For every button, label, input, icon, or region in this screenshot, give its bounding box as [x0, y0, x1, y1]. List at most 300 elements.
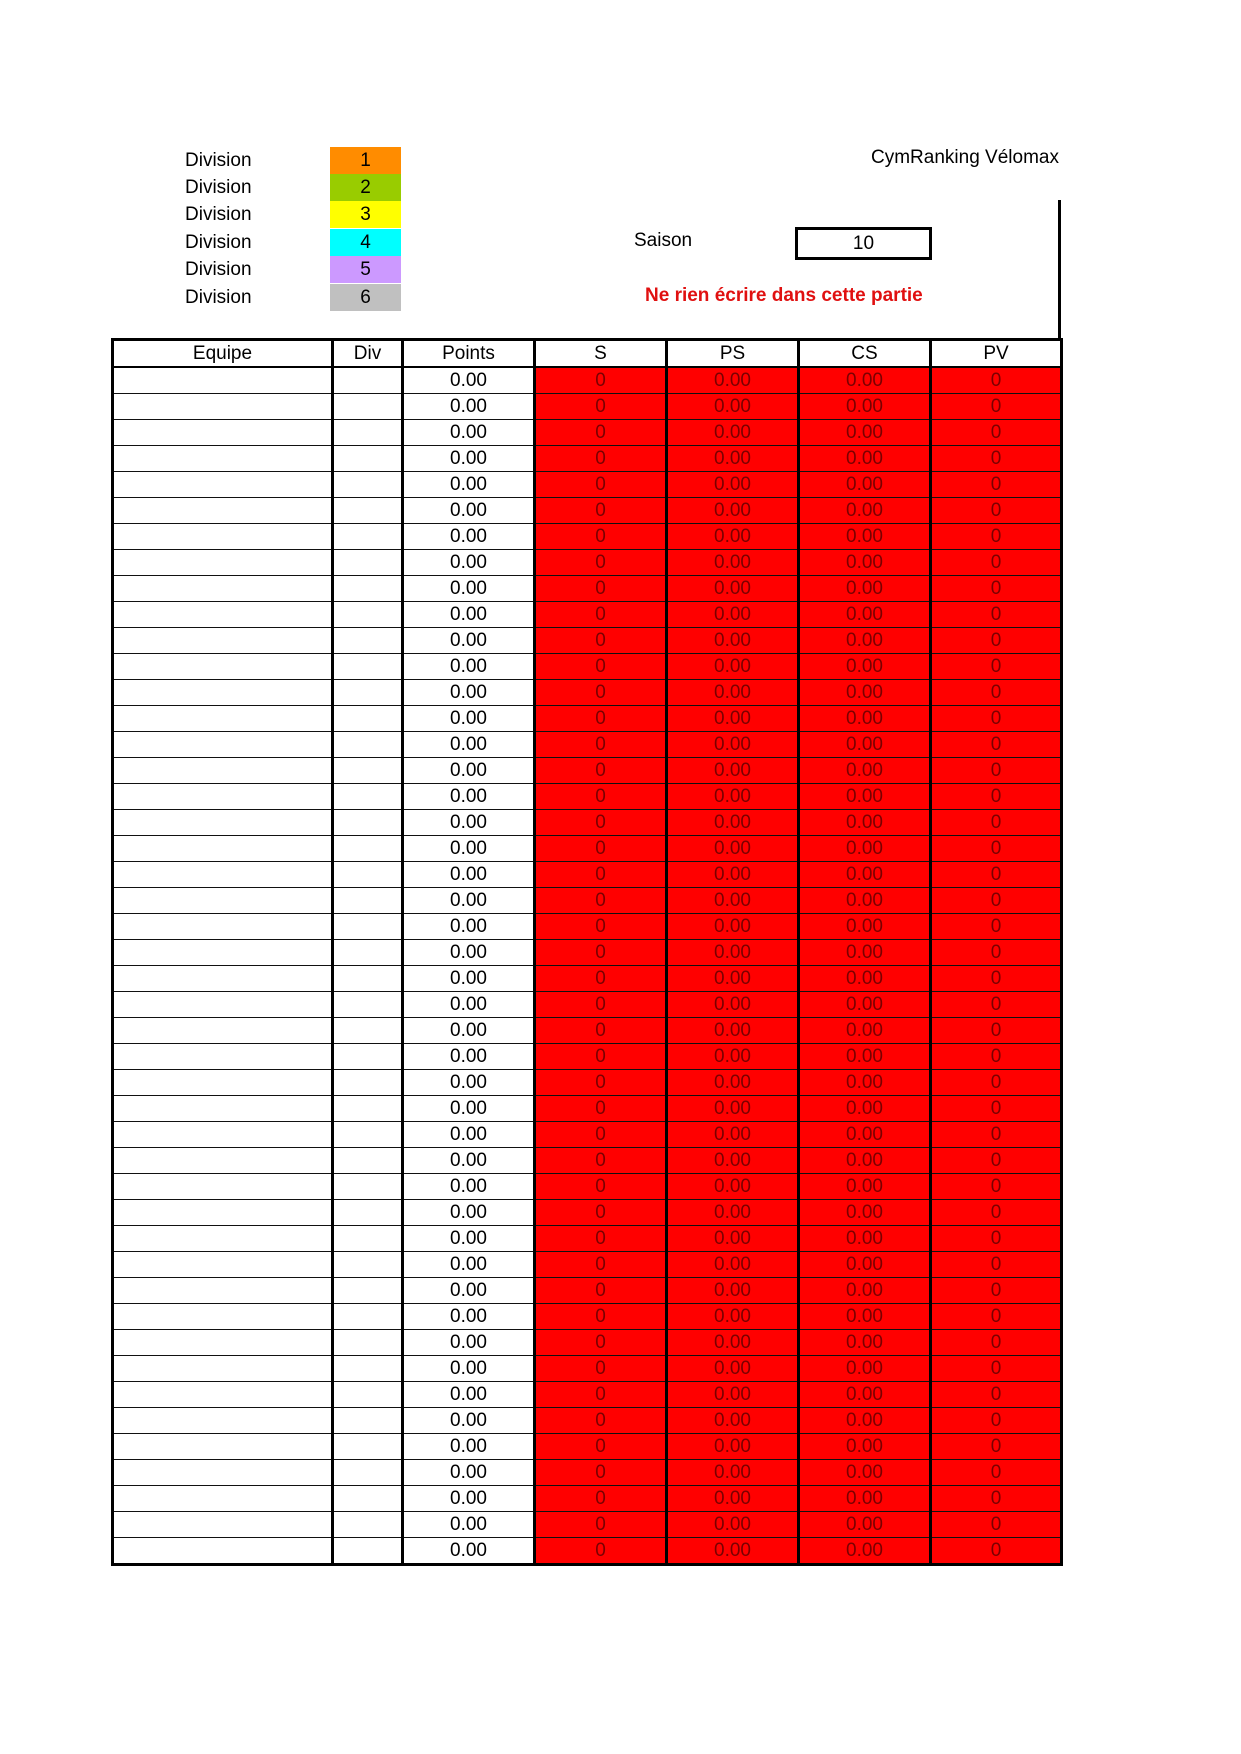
cell-ps[interactable]: 0.00	[667, 394, 799, 420]
cell-s[interactable]: 0	[535, 758, 667, 784]
cell-ps[interactable]: 0.00	[667, 836, 799, 862]
cell-div[interactable]	[333, 1278, 403, 1304]
cell-s[interactable]: 0	[535, 888, 667, 914]
cell-points[interactable]: 0.00	[403, 550, 535, 576]
cell-cs[interactable]: 0.00	[799, 1278, 931, 1304]
cell-ps[interactable]: 0.00	[667, 1434, 799, 1460]
cell-equipe[interactable]	[113, 1252, 333, 1278]
cell-div[interactable]	[333, 706, 403, 732]
cell-equipe[interactable]	[113, 367, 333, 394]
cell-pv[interactable]: 0	[931, 1408, 1062, 1434]
cell-s[interactable]: 0	[535, 1148, 667, 1174]
cell-points[interactable]: 0.00	[403, 914, 535, 940]
cell-s[interactable]: 0	[535, 1486, 667, 1512]
cell-ps[interactable]: 0.00	[667, 1174, 799, 1200]
cell-div[interactable]	[333, 810, 403, 836]
cell-equipe[interactable]	[113, 550, 333, 576]
cell-ps[interactable]: 0.00	[667, 784, 799, 810]
cell-div[interactable]	[333, 1434, 403, 1460]
cell-pv[interactable]: 0	[931, 1148, 1062, 1174]
cell-equipe[interactable]	[113, 446, 333, 472]
cell-equipe[interactable]	[113, 1356, 333, 1382]
cell-div[interactable]	[333, 394, 403, 420]
cell-pv[interactable]: 0	[931, 524, 1062, 550]
cell-div[interactable]	[333, 628, 403, 654]
cell-ps[interactable]: 0.00	[667, 940, 799, 966]
cell-div[interactable]	[333, 1460, 403, 1486]
cell-points[interactable]: 0.00	[403, 810, 535, 836]
cell-pv[interactable]: 0	[931, 1070, 1062, 1096]
cell-ps[interactable]: 0.00	[667, 524, 799, 550]
cell-div[interactable]	[333, 1018, 403, 1044]
cell-s[interactable]: 0	[535, 1252, 667, 1278]
cell-ps[interactable]: 0.00	[667, 628, 799, 654]
cell-div[interactable]	[333, 1538, 403, 1565]
cell-pv[interactable]: 0	[931, 654, 1062, 680]
cell-points[interactable]: 0.00	[403, 1382, 535, 1408]
cell-equipe[interactable]	[113, 836, 333, 862]
cell-cs[interactable]: 0.00	[799, 446, 931, 472]
cell-cs[interactable]: 0.00	[799, 394, 931, 420]
cell-points[interactable]: 0.00	[403, 758, 535, 784]
cell-equipe[interactable]	[113, 862, 333, 888]
cell-cs[interactable]: 0.00	[799, 732, 931, 758]
cell-cs[interactable]: 0.00	[799, 992, 931, 1018]
cell-equipe[interactable]	[113, 758, 333, 784]
cell-cs[interactable]: 0.00	[799, 914, 931, 940]
cell-pv[interactable]: 0	[931, 862, 1062, 888]
cell-points[interactable]: 0.00	[403, 1356, 535, 1382]
cell-equipe[interactable]	[113, 1018, 333, 1044]
cell-points[interactable]: 0.00	[403, 1226, 535, 1252]
cell-points[interactable]: 0.00	[403, 524, 535, 550]
cell-pv[interactable]: 0	[931, 888, 1062, 914]
cell-points[interactable]: 0.00	[403, 1330, 535, 1356]
cell-ps[interactable]: 0.00	[667, 1148, 799, 1174]
cell-ps[interactable]: 0.00	[667, 914, 799, 940]
cell-points[interactable]: 0.00	[403, 1252, 535, 1278]
cell-div[interactable]	[333, 1174, 403, 1200]
col-header-equipe[interactable]: Equipe	[113, 340, 333, 368]
cell-ps[interactable]: 0.00	[667, 680, 799, 706]
cell-div[interactable]	[333, 784, 403, 810]
cell-points[interactable]: 0.00	[403, 862, 535, 888]
cell-pv[interactable]: 0	[931, 1096, 1062, 1122]
cell-pv[interactable]: 0	[931, 550, 1062, 576]
cell-ps[interactable]: 0.00	[667, 1460, 799, 1486]
cell-pv[interactable]: 0	[931, 628, 1062, 654]
cell-s[interactable]: 0	[535, 836, 667, 862]
cell-pv[interactable]: 0	[931, 1538, 1062, 1565]
cell-pv[interactable]: 0	[931, 602, 1062, 628]
cell-cs[interactable]: 0.00	[799, 1148, 931, 1174]
cell-div[interactable]	[333, 367, 403, 394]
cell-points[interactable]: 0.00	[403, 1538, 535, 1565]
cell-ps[interactable]: 0.00	[667, 1044, 799, 1070]
cell-cs[interactable]: 0.00	[799, 1226, 931, 1252]
cell-pv[interactable]: 0	[931, 1512, 1062, 1538]
cell-cs[interactable]: 0.00	[799, 1460, 931, 1486]
cell-ps[interactable]: 0.00	[667, 1018, 799, 1044]
cell-equipe[interactable]	[113, 992, 333, 1018]
cell-pv[interactable]: 0	[931, 1304, 1062, 1330]
cell-div[interactable]	[333, 1096, 403, 1122]
cell-s[interactable]: 0	[535, 1512, 667, 1538]
cell-s[interactable]: 0	[535, 1070, 667, 1096]
cell-cs[interactable]: 0.00	[799, 1200, 931, 1226]
cell-s[interactable]: 0	[535, 1382, 667, 1408]
cell-pv[interactable]: 0	[931, 784, 1062, 810]
col-header-pv[interactable]: PV	[931, 340, 1062, 368]
cell-pv[interactable]: 0	[931, 1356, 1062, 1382]
cell-cs[interactable]: 0.00	[799, 1486, 931, 1512]
cell-pv[interactable]: 0	[931, 1486, 1062, 1512]
division-swatch-5[interactable]: 5	[330, 256, 401, 283]
cell-equipe[interactable]	[113, 1538, 333, 1565]
saison-input[interactable]: 10	[795, 227, 932, 260]
cell-pv[interactable]: 0	[931, 810, 1062, 836]
cell-pv[interactable]: 0	[931, 367, 1062, 394]
cell-points[interactable]: 0.00	[403, 888, 535, 914]
cell-s[interactable]: 0	[535, 1200, 667, 1226]
cell-points[interactable]: 0.00	[403, 940, 535, 966]
cell-equipe[interactable]	[113, 1330, 333, 1356]
cell-equipe[interactable]	[113, 1304, 333, 1330]
cell-pv[interactable]: 0	[931, 836, 1062, 862]
cell-points[interactable]: 0.00	[403, 1044, 535, 1070]
cell-ps[interactable]: 0.00	[667, 1356, 799, 1382]
cell-points[interactable]: 0.00	[403, 654, 535, 680]
cell-cs[interactable]: 0.00	[799, 550, 931, 576]
cell-ps[interactable]: 0.00	[667, 706, 799, 732]
cell-cs[interactable]: 0.00	[799, 1174, 931, 1200]
cell-div[interactable]	[333, 446, 403, 472]
cell-points[interactable]: 0.00	[403, 680, 535, 706]
cell-div[interactable]	[333, 1252, 403, 1278]
cell-equipe[interactable]	[113, 602, 333, 628]
cell-cs[interactable]: 0.00	[799, 966, 931, 992]
cell-cs[interactable]: 0.00	[799, 758, 931, 784]
cell-s[interactable]: 0	[535, 862, 667, 888]
cell-cs[interactable]: 0.00	[799, 810, 931, 836]
cell-points[interactable]: 0.00	[403, 394, 535, 420]
cell-equipe[interactable]	[113, 810, 333, 836]
cell-pv[interactable]: 0	[931, 498, 1062, 524]
cell-pv[interactable]: 0	[931, 680, 1062, 706]
cell-pv[interactable]: 0	[931, 940, 1062, 966]
cell-pv[interactable]: 0	[931, 1434, 1062, 1460]
cell-s[interactable]: 0	[535, 1356, 667, 1382]
cell-ps[interactable]: 0.00	[667, 1252, 799, 1278]
col-header-points[interactable]: Points	[403, 340, 535, 368]
cell-cs[interactable]: 0.00	[799, 420, 931, 446]
cell-cs[interactable]: 0.00	[799, 1122, 931, 1148]
cell-points[interactable]: 0.00	[403, 1408, 535, 1434]
cell-div[interactable]	[333, 1330, 403, 1356]
cell-equipe[interactable]	[113, 888, 333, 914]
cell-equipe[interactable]	[113, 1174, 333, 1200]
cell-ps[interactable]: 0.00	[667, 1382, 799, 1408]
cell-cs[interactable]: 0.00	[799, 1330, 931, 1356]
cell-cs[interactable]: 0.00	[799, 706, 931, 732]
cell-cs[interactable]: 0.00	[799, 784, 931, 810]
cell-pv[interactable]: 0	[931, 420, 1062, 446]
cell-points[interactable]: 0.00	[403, 1278, 535, 1304]
cell-s[interactable]: 0	[535, 1174, 667, 1200]
division-swatch-3[interactable]: 3	[330, 201, 401, 228]
cell-points[interactable]: 0.00	[403, 446, 535, 472]
cell-s[interactable]: 0	[535, 576, 667, 602]
cell-ps[interactable]: 0.00	[667, 1122, 799, 1148]
cell-s[interactable]: 0	[535, 602, 667, 628]
cell-s[interactable]: 0	[535, 784, 667, 810]
cell-ps[interactable]: 0.00	[667, 1486, 799, 1512]
cell-pv[interactable]: 0	[931, 732, 1062, 758]
cell-s[interactable]: 0	[535, 1538, 667, 1565]
cell-ps[interactable]: 0.00	[667, 1304, 799, 1330]
cell-cs[interactable]: 0.00	[799, 1070, 931, 1096]
cell-div[interactable]	[333, 862, 403, 888]
cell-s[interactable]: 0	[535, 550, 667, 576]
cell-pv[interactable]: 0	[931, 394, 1062, 420]
cell-points[interactable]: 0.00	[403, 1018, 535, 1044]
cell-cs[interactable]: 0.00	[799, 836, 931, 862]
cell-div[interactable]	[333, 732, 403, 758]
cell-s[interactable]: 0	[535, 524, 667, 550]
cell-points[interactable]: 0.00	[403, 1486, 535, 1512]
cell-ps[interactable]: 0.00	[667, 1070, 799, 1096]
cell-s[interactable]: 0	[535, 1226, 667, 1252]
cell-points[interactable]: 0.00	[403, 1174, 535, 1200]
cell-cs[interactable]: 0.00	[799, 1382, 931, 1408]
cell-div[interactable]	[333, 1148, 403, 1174]
cell-div[interactable]	[333, 1486, 403, 1512]
cell-equipe[interactable]	[113, 1460, 333, 1486]
division-swatch-1[interactable]: 1	[330, 147, 401, 174]
cell-points[interactable]: 0.00	[403, 498, 535, 524]
cell-ps[interactable]: 0.00	[667, 862, 799, 888]
cell-div[interactable]	[333, 472, 403, 498]
cell-ps[interactable]: 0.00	[667, 1408, 799, 1434]
cell-s[interactable]: 0	[535, 732, 667, 758]
cell-div[interactable]	[333, 1070, 403, 1096]
cell-equipe[interactable]	[113, 1512, 333, 1538]
cell-equipe[interactable]	[113, 576, 333, 602]
cell-cs[interactable]: 0.00	[799, 1018, 931, 1044]
cell-equipe[interactable]	[113, 680, 333, 706]
cell-equipe[interactable]	[113, 394, 333, 420]
cell-div[interactable]	[333, 1044, 403, 1070]
cell-equipe[interactable]	[113, 498, 333, 524]
cell-ps[interactable]: 0.00	[667, 1278, 799, 1304]
cell-pv[interactable]: 0	[931, 992, 1062, 1018]
cell-cs[interactable]: 0.00	[799, 1538, 931, 1565]
cell-s[interactable]: 0	[535, 446, 667, 472]
cell-cs[interactable]: 0.00	[799, 1356, 931, 1382]
cell-equipe[interactable]	[113, 784, 333, 810]
cell-s[interactable]: 0	[535, 966, 667, 992]
cell-s[interactable]: 0	[535, 940, 667, 966]
cell-points[interactable]: 0.00	[403, 1200, 535, 1226]
cell-pv[interactable]: 0	[931, 1278, 1062, 1304]
cell-ps[interactable]: 0.00	[667, 472, 799, 498]
cell-s[interactable]: 0	[535, 394, 667, 420]
cell-div[interactable]	[333, 1200, 403, 1226]
cell-ps[interactable]: 0.00	[667, 446, 799, 472]
cell-pv[interactable]: 0	[931, 472, 1062, 498]
cell-s[interactable]: 0	[535, 628, 667, 654]
cell-s[interactable]: 0	[535, 1096, 667, 1122]
cell-equipe[interactable]	[113, 1434, 333, 1460]
cell-points[interactable]: 0.00	[403, 628, 535, 654]
cell-pv[interactable]: 0	[931, 1226, 1062, 1252]
cell-div[interactable]	[333, 524, 403, 550]
cell-ps[interactable]: 0.00	[667, 992, 799, 1018]
cell-cs[interactable]: 0.00	[799, 1408, 931, 1434]
cell-points[interactable]: 0.00	[403, 706, 535, 732]
division-swatch-4[interactable]: 4	[330, 229, 401, 256]
cell-s[interactable]: 0	[535, 1278, 667, 1304]
cell-pv[interactable]: 0	[931, 966, 1062, 992]
cell-cs[interactable]: 0.00	[799, 524, 931, 550]
cell-ps[interactable]: 0.00	[667, 654, 799, 680]
cell-s[interactable]: 0	[535, 1434, 667, 1460]
col-header-cs[interactable]: CS	[799, 340, 931, 368]
cell-div[interactable]	[333, 602, 403, 628]
cell-points[interactable]: 0.00	[403, 836, 535, 862]
cell-div[interactable]	[333, 1512, 403, 1538]
cell-ps[interactable]: 0.00	[667, 810, 799, 836]
cell-equipe[interactable]	[113, 732, 333, 758]
cell-cs[interactable]: 0.00	[799, 1304, 931, 1330]
cell-equipe[interactable]	[113, 1096, 333, 1122]
cell-pv[interactable]: 0	[931, 1200, 1062, 1226]
cell-div[interactable]	[333, 550, 403, 576]
cell-equipe[interactable]	[113, 420, 333, 446]
cell-cs[interactable]: 0.00	[799, 1512, 931, 1538]
cell-ps[interactable]: 0.00	[667, 420, 799, 446]
cell-s[interactable]: 0	[535, 1122, 667, 1148]
cell-pv[interactable]: 0	[931, 1252, 1062, 1278]
cell-equipe[interactable]	[113, 628, 333, 654]
cell-equipe[interactable]	[113, 1408, 333, 1434]
cell-pv[interactable]: 0	[931, 1174, 1062, 1200]
cell-s[interactable]: 0	[535, 1304, 667, 1330]
cell-points[interactable]: 0.00	[403, 966, 535, 992]
cell-div[interactable]	[333, 576, 403, 602]
cell-s[interactable]: 0	[535, 1460, 667, 1486]
cell-points[interactable]: 0.00	[403, 732, 535, 758]
cell-equipe[interactable]	[113, 1122, 333, 1148]
cell-pv[interactable]: 0	[931, 1382, 1062, 1408]
cell-ps[interactable]: 0.00	[667, 966, 799, 992]
cell-cs[interactable]: 0.00	[799, 1252, 931, 1278]
cell-pv[interactable]: 0	[931, 758, 1062, 784]
cell-equipe[interactable]	[113, 654, 333, 680]
cell-points[interactable]: 0.00	[403, 1512, 535, 1538]
cell-points[interactable]: 0.00	[403, 1304, 535, 1330]
cell-div[interactable]	[333, 654, 403, 680]
cell-ps[interactable]: 0.00	[667, 498, 799, 524]
cell-div[interactable]	[333, 758, 403, 784]
cell-pv[interactable]: 0	[931, 446, 1062, 472]
cell-div[interactable]	[333, 1382, 403, 1408]
cell-points[interactable]: 0.00	[403, 1096, 535, 1122]
cell-s[interactable]: 0	[535, 1330, 667, 1356]
cell-div[interactable]	[333, 966, 403, 992]
cell-points[interactable]: 0.00	[403, 1148, 535, 1174]
cell-ps[interactable]: 0.00	[667, 1226, 799, 1252]
cell-points[interactable]: 0.00	[403, 1434, 535, 1460]
cell-points[interactable]: 0.00	[403, 367, 535, 394]
cell-equipe[interactable]	[113, 1070, 333, 1096]
cell-cs[interactable]: 0.00	[799, 940, 931, 966]
cell-points[interactable]: 0.00	[403, 1122, 535, 1148]
cell-div[interactable]	[333, 420, 403, 446]
cell-s[interactable]: 0	[535, 498, 667, 524]
cell-div[interactable]	[333, 1122, 403, 1148]
cell-cs[interactable]: 0.00	[799, 654, 931, 680]
cell-cs[interactable]: 0.00	[799, 1096, 931, 1122]
cell-cs[interactable]: 0.00	[799, 498, 931, 524]
cell-cs[interactable]: 0.00	[799, 367, 931, 394]
cell-equipe[interactable]	[113, 706, 333, 732]
cell-cs[interactable]: 0.00	[799, 576, 931, 602]
cell-cs[interactable]: 0.00	[799, 1044, 931, 1070]
cell-div[interactable]	[333, 680, 403, 706]
cell-points[interactable]: 0.00	[403, 602, 535, 628]
cell-equipe[interactable]	[113, 914, 333, 940]
cell-s[interactable]: 0	[535, 472, 667, 498]
cell-pv[interactable]: 0	[931, 576, 1062, 602]
col-header-div[interactable]: Div	[333, 340, 403, 368]
cell-points[interactable]: 0.00	[403, 576, 535, 602]
cell-equipe[interactable]	[113, 1148, 333, 1174]
cell-s[interactable]: 0	[535, 1408, 667, 1434]
cell-div[interactable]	[333, 888, 403, 914]
cell-ps[interactable]: 0.00	[667, 888, 799, 914]
cell-s[interactable]: 0	[535, 680, 667, 706]
cell-div[interactable]	[333, 1304, 403, 1330]
cell-cs[interactable]: 0.00	[799, 862, 931, 888]
cell-equipe[interactable]	[113, 1382, 333, 1408]
cell-pv[interactable]: 0	[931, 1330, 1062, 1356]
cell-equipe[interactable]	[113, 966, 333, 992]
cell-s[interactable]: 0	[535, 420, 667, 446]
cell-points[interactable]: 0.00	[403, 1070, 535, 1096]
cell-s[interactable]: 0	[535, 914, 667, 940]
cell-ps[interactable]: 0.00	[667, 758, 799, 784]
cell-equipe[interactable]	[113, 940, 333, 966]
cell-div[interactable]	[333, 1408, 403, 1434]
cell-div[interactable]	[333, 498, 403, 524]
cell-ps[interactable]: 0.00	[667, 732, 799, 758]
cell-points[interactable]: 0.00	[403, 472, 535, 498]
cell-cs[interactable]: 0.00	[799, 888, 931, 914]
cell-equipe[interactable]	[113, 472, 333, 498]
cell-s[interactable]: 0	[535, 1044, 667, 1070]
cell-points[interactable]: 0.00	[403, 992, 535, 1018]
cell-div[interactable]	[333, 992, 403, 1018]
cell-equipe[interactable]	[113, 1278, 333, 1304]
cell-s[interactable]: 0	[535, 1018, 667, 1044]
cell-ps[interactable]: 0.00	[667, 602, 799, 628]
cell-cs[interactable]: 0.00	[799, 1434, 931, 1460]
cell-ps[interactable]: 0.00	[667, 1538, 799, 1565]
cell-pv[interactable]: 0	[931, 1460, 1062, 1486]
cell-div[interactable]	[333, 836, 403, 862]
cell-ps[interactable]: 0.00	[667, 367, 799, 394]
